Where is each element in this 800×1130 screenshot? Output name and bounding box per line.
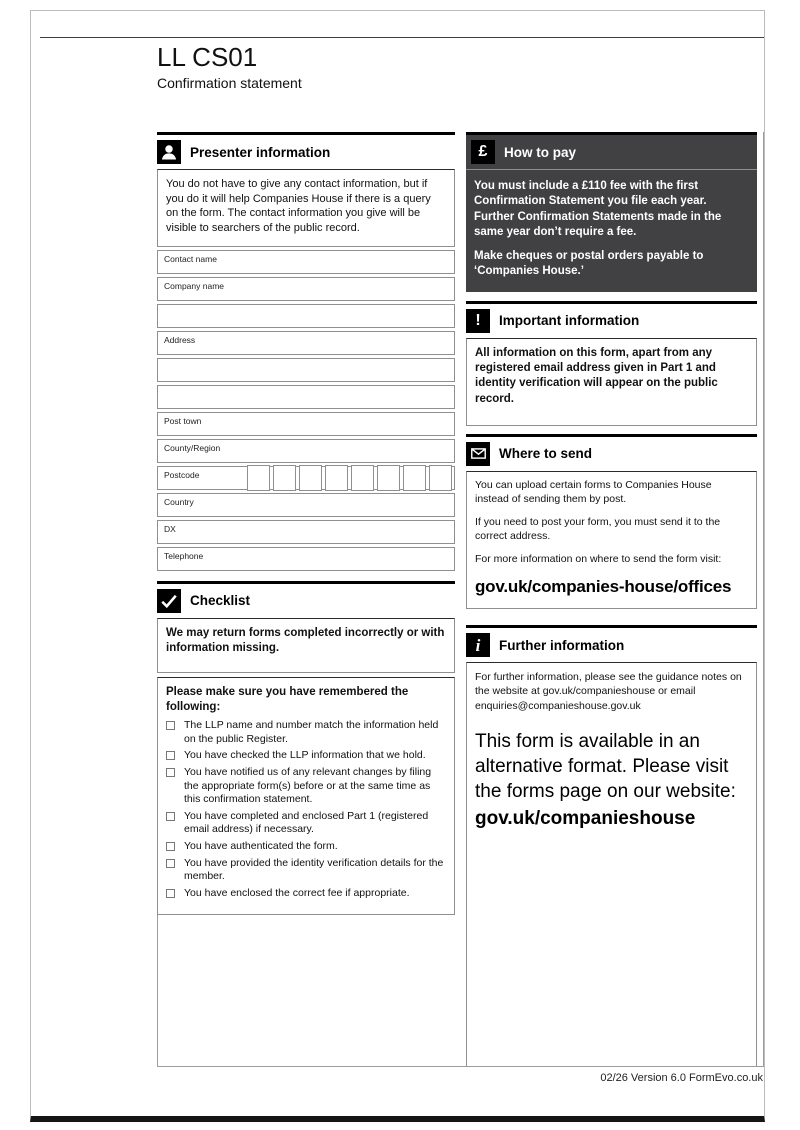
- checklist-items-box: [157, 677, 455, 915]
- envelope-icon: [466, 442, 490, 466]
- form-field[interactable]: [157, 520, 455, 544]
- field-label: Telephone: [164, 550, 204, 561]
- form-field[interactable]: [157, 331, 455, 355]
- checklist-section-title: Checklist: [190, 593, 251, 608]
- checklist-items: [166, 719, 446, 901]
- checkbox[interactable]: [166, 859, 175, 868]
- presenter-section-title: Presenter information: [190, 144, 331, 160]
- offices-url: gov.uk/companies-house/offices: [475, 576, 732, 596]
- postcode-cell[interactable]: [377, 465, 400, 491]
- checkbox[interactable]: [166, 842, 175, 851]
- checkbox[interactable]: [166, 812, 175, 821]
- form-field[interactable]: [157, 493, 455, 517]
- field-label: Postcode: [164, 469, 200, 480]
- field-label: Contact name: [164, 253, 217, 264]
- further-information-title: Further information: [499, 637, 625, 653]
- checklist-item-label: You have enclosed the correct fee if appropriate.: [184, 886, 410, 899]
- checklist-item-label: You have notified us of any relevant changes by filing the appropriate form(s) before or at the same time as this confirmation statement.: [184, 765, 432, 806]
- checklist-item-label: The LLP name and number match the information held on the public Register.: [184, 718, 439, 745]
- post-note: If you need to post your form, you must send it to the correct address.: [475, 515, 721, 542]
- form-field[interactable]: [157, 250, 455, 274]
- checkmark-icon: [157, 589, 181, 613]
- pound-icon: £: [471, 140, 495, 164]
- postcode-cell[interactable]: [299, 465, 322, 491]
- upload-note: You can upload certain forms to Companies House instead of sending them by post.: [475, 478, 712, 505]
- checkbox[interactable]: [166, 768, 175, 777]
- form-field[interactable]: [157, 304, 455, 328]
- form-field[interactable]: [157, 547, 455, 571]
- postcode-cell[interactable]: [273, 465, 296, 491]
- how-to-pay-body: [466, 170, 757, 292]
- checklist-item: [166, 810, 446, 837]
- important-information-header: [466, 301, 757, 338]
- checklist-section: [157, 581, 455, 915]
- left-column: [157, 132, 455, 1066]
- field-label: Post town: [164, 415, 202, 426]
- checklist-section-header: [157, 581, 455, 618]
- where-to-send-title: Where to send: [499, 446, 593, 462]
- exclamation-icon: !: [466, 309, 490, 333]
- presenter-fields: [157, 250, 455, 574]
- field-label: Country: [164, 496, 194, 507]
- checklist-item: [166, 749, 446, 763]
- checklist-intro: Please make sure you have remembered the following:: [166, 686, 409, 713]
- version-footer: 02/26 Version 6.0 FormEvo.co.uk: [600, 1072, 763, 1084]
- info-icon: i: [466, 633, 490, 657]
- how-to-pay-header: [466, 135, 757, 170]
- form-field[interactable]: [157, 358, 455, 382]
- how-to-pay-title: How to pay: [504, 144, 577, 160]
- presenter-section-body: You do not have to give any contact information, but if you do it will help Companies House if there is a query on the form. The contact information you give will be visible to searchers of the public record.: [157, 169, 455, 247]
- important-information-title: Important information: [499, 313, 640, 329]
- where-to-send-section: [466, 434, 757, 609]
- important-information-section: [466, 301, 757, 426]
- where-to-send-header: [466, 434, 757, 471]
- checklist-item-label: You have provided the identity verification details for the member.: [184, 856, 444, 883]
- form-title: Confirmation statement: [157, 75, 302, 91]
- postcode-cell[interactable]: [247, 465, 270, 491]
- more-info-note: For more information on where to send the form visit:: [475, 552, 722, 565]
- checklist-item-label: You have completed and enclosed Part 1 (registered email address) if necessary.: [184, 809, 429, 836]
- checkbox[interactable]: [166, 889, 175, 898]
- right-column-rule: [763, 132, 764, 1066]
- person-icon: [157, 140, 181, 164]
- checklist-item: [166, 887, 446, 901]
- bottom-rule: [157, 1066, 764, 1067]
- form-field[interactable]: [157, 385, 455, 409]
- right-column: [466, 132, 764, 1066]
- form-field[interactable]: [157, 466, 455, 490]
- cheque-notice: Make cheques or postal orders payable to ‘Companies House.’: [474, 250, 704, 278]
- postcode-cells: [247, 465, 452, 491]
- checklist-item-label: You have checked the LLP information that we hold.: [184, 749, 426, 762]
- alternative-format-note: This form is available in an alternative format. Please visit the forms page on our website:: [475, 730, 736, 802]
- checklist-item: [166, 719, 446, 746]
- form-field[interactable]: [157, 412, 455, 436]
- field-label: Company name: [164, 280, 225, 291]
- checklist-item: [166, 766, 446, 807]
- checklist-item: [166, 840, 446, 854]
- further-information-section: [466, 625, 757, 1066]
- field-label: DX: [164, 523, 176, 534]
- presenter-section-header: [157, 132, 455, 169]
- left-column-spacer: [157, 915, 455, 1066]
- how-to-pay-section: [466, 132, 757, 292]
- postcode-cell[interactable]: [351, 465, 374, 491]
- form-field[interactable]: [157, 277, 455, 301]
- checklist-item-label: You have authenticated the form.: [184, 840, 338, 853]
- field-label: County/Region: [164, 442, 221, 453]
- important-information-body: All information on this form, apart from any registered email address given in Part 1 and identity verification will appear on the public record.: [466, 338, 757, 426]
- further-information-body: [466, 662, 757, 1066]
- companieshouse-url: gov.uk/companieshouse: [475, 807, 696, 829]
- checklist-warning: We may return forms completed incorrectly or with information missing.: [157, 618, 455, 674]
- form-code: LL CS01: [157, 42, 258, 72]
- guidance-note: For further information, please see the guidance notes on the website at gov.uk/companieshouse or email enquiries@companieshouse.gov.uk: [475, 671, 742, 712]
- form-field[interactable]: [157, 439, 455, 463]
- checklist-item: [166, 857, 446, 884]
- checkbox[interactable]: [166, 721, 175, 730]
- postcode-cell[interactable]: [429, 465, 452, 491]
- where-to-send-body: [466, 471, 757, 609]
- header-rule: [40, 37, 764, 38]
- fee-notice: You must include a £110 fee with the first Confirmation Statement you file each year. Further Confirmation Statements made in the same year don’t require a fee.: [474, 180, 722, 238]
- further-information-header: [466, 625, 757, 662]
- field-label: Address: [164, 334, 196, 345]
- postcode-cell[interactable]: [325, 465, 348, 491]
- checkbox[interactable]: [166, 751, 175, 760]
- postcode-cell[interactable]: [403, 465, 426, 491]
